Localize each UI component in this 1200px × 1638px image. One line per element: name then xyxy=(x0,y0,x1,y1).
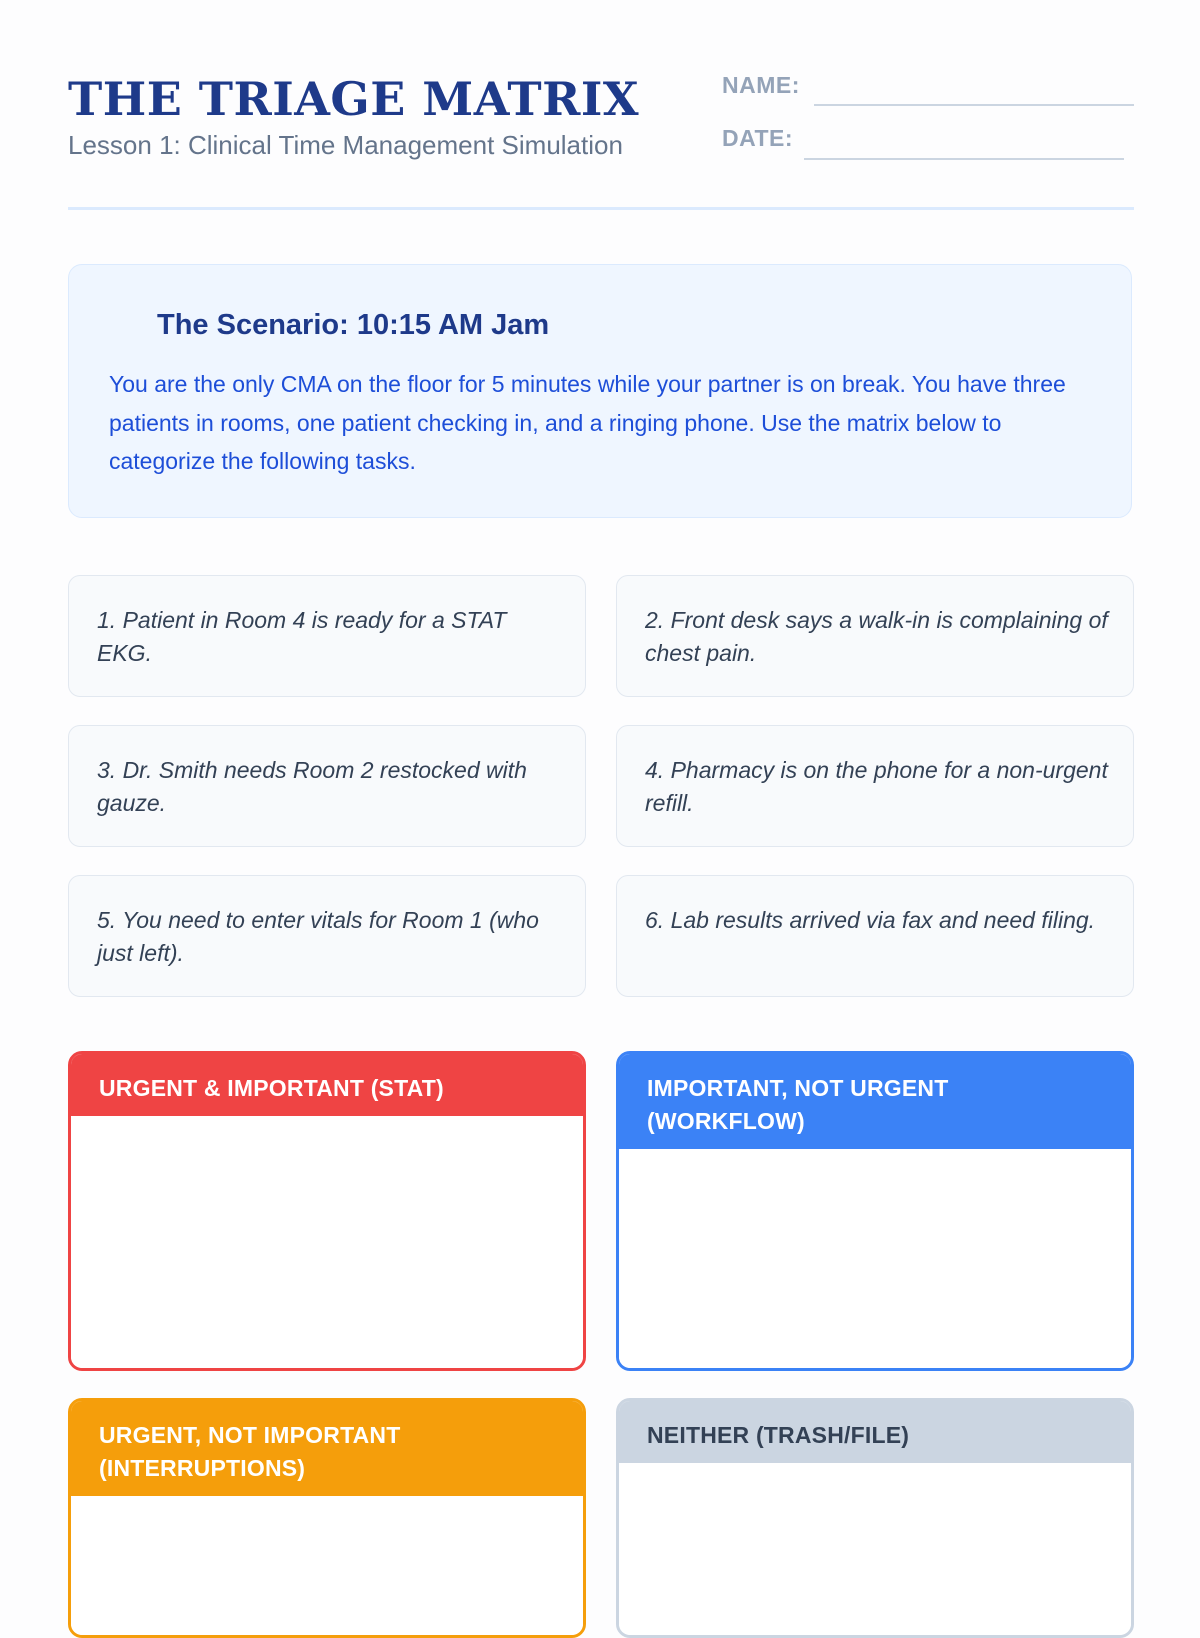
quadrant-header: NEITHER (TRASH/FILE) xyxy=(619,1401,1131,1463)
quadrant-drop-area[interactable] xyxy=(619,1463,1131,1635)
task-text: 2. Front desk says a walk-in is complaining of chest pain. xyxy=(645,607,1108,666)
task-card-3[interactable] xyxy=(68,725,586,847)
task-card-4[interactable] xyxy=(616,725,1134,847)
date-field[interactable] xyxy=(804,158,1124,160)
quadrant-header: IMPORTANT, NOT URGENT (WORKFLOW) xyxy=(619,1054,1131,1149)
quadrant-drop-area[interactable] xyxy=(71,1116,583,1368)
scenario-box xyxy=(68,264,1132,518)
scenario-text: You are the only CMA on the floor for 5 minutes while your partner is on break. You have three patients in rooms, one patient checking in, and a ringing phone. Use the matrix below to categorize the following tasks. xyxy=(109,371,1066,474)
worksheet-page xyxy=(68,0,1134,1600)
task-text: 6. Lab results arrived via fax and need filing. xyxy=(645,907,1096,933)
name-field[interactable] xyxy=(814,104,1134,106)
task-card-6[interactable] xyxy=(616,875,1134,997)
quadrant-header: URGENT & IMPORTANT (STAT) xyxy=(71,1054,583,1116)
page-title: THE TRIAGE MATRIX xyxy=(68,72,640,126)
task-card-1[interactable] xyxy=(68,575,586,697)
quadrant-drop-area[interactable] xyxy=(619,1149,1131,1368)
worksheet-header xyxy=(68,70,1134,210)
header-divider xyxy=(68,207,1134,210)
name-label: NAME: xyxy=(722,72,800,98)
quadrant-important-not-urgent[interactable] xyxy=(616,1051,1134,1371)
task-text: 4. Pharmacy is on the phone for a non-urgent refill. xyxy=(645,757,1108,816)
quadrant-urgent-important[interactable] xyxy=(68,1051,586,1371)
task-card-2[interactable] xyxy=(616,575,1134,697)
task-text: 3. Dr. Smith needs Room 2 restocked with gauze. xyxy=(97,757,527,816)
date-label: DATE: xyxy=(722,125,794,151)
scenario-title: The Scenario: 10:15 AM Jam xyxy=(157,309,550,341)
quadrant-drop-area[interactable] xyxy=(71,1496,583,1635)
quadrant-neither[interactable] xyxy=(616,1398,1134,1638)
task-card-5[interactable] xyxy=(68,875,586,997)
page-subtitle: Lesson 1: Clinical Time Management Simulation xyxy=(68,130,623,160)
task-text: 5. You need to enter vitals for Room 1 (who just left). xyxy=(97,907,539,966)
quadrant-urgent-not-important[interactable] xyxy=(68,1398,586,1638)
task-text: 1. Patient in Room 4 is ready for a STAT EKG. xyxy=(97,607,507,666)
quadrant-header: URGENT, NOT IMPORTANT (INTERRUPTIONS) xyxy=(71,1401,583,1496)
